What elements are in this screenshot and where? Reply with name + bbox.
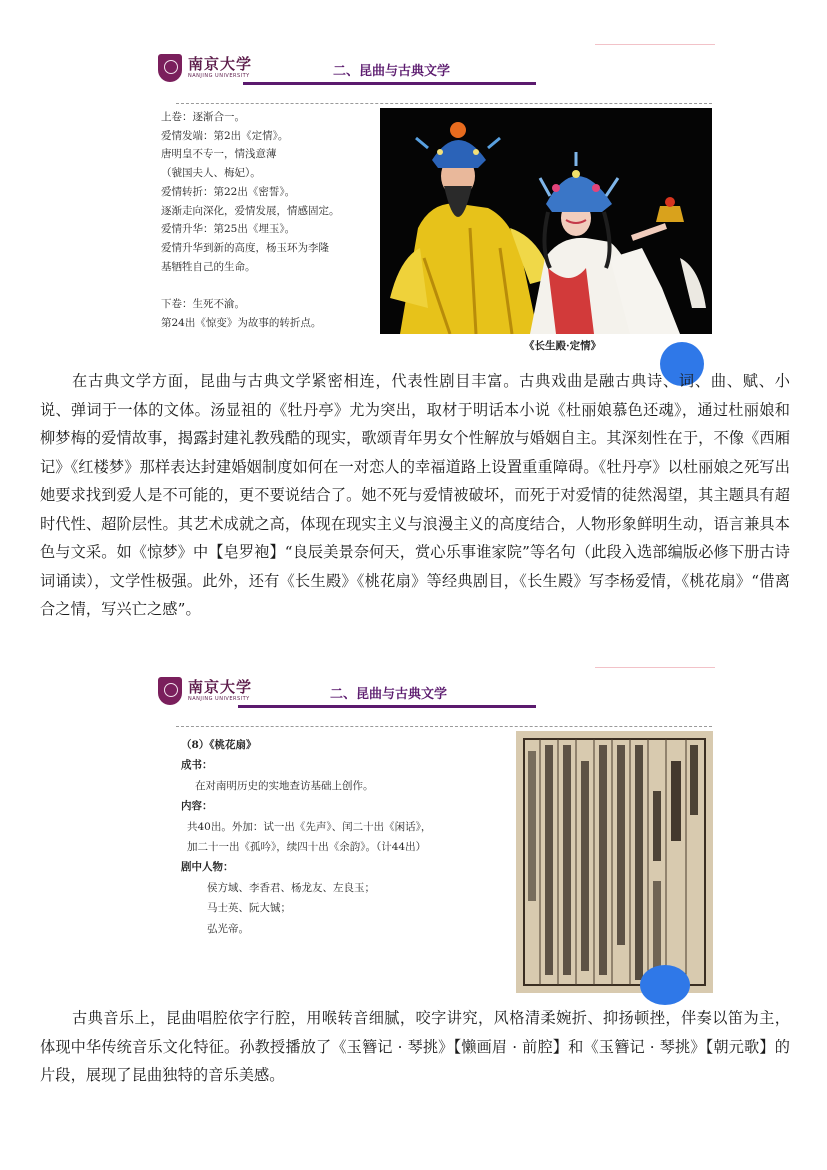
text-line: 爱情升华：第25出《埋玉》。 bbox=[161, 223, 296, 236]
text-line: 共40出。外加：试一出《先声》、闰二十出《闲话》， bbox=[187, 820, 432, 833]
dashed-divider bbox=[176, 103, 712, 104]
slide-top-accent-line bbox=[595, 667, 715, 668]
slide-changshengdian bbox=[148, 42, 720, 358]
slide-title: 二、昆曲与古典文学 bbox=[333, 64, 451, 79]
woodblock-print-illustration bbox=[516, 731, 713, 993]
text-line: 侯方域、李香君、杨龙友、左良玉； bbox=[207, 881, 375, 894]
logo-english-name: NANJING UNIVERSITY bbox=[188, 696, 250, 702]
logo-chinese-name: 南京大学 bbox=[188, 678, 253, 696]
title-underline bbox=[238, 705, 536, 708]
floating-action-bubble[interactable] bbox=[640, 965, 690, 1005]
slide-text-block bbox=[181, 735, 511, 939]
opera-performers-photo bbox=[380, 108, 712, 334]
text-line: 马士英、阮大铖； bbox=[207, 902, 291, 915]
text-line: （8）《桃花扇》 bbox=[181, 739, 257, 751]
paragraph-classical-music: 古典音乐上，昆曲唱腔依字行腔，用喉转音细腻，咬字讲究，风格清柔婉折、抑扬顿挫，伴奏以笛为主，体现中华传统音乐文化特征。孙教授播放了《玉簪记 · 琴挑》【懒画眉 · 前腔】和《玉簪记 · 琴挑》【朝元歌】的片段，展现了昆曲独特的音乐美感。 bbox=[40, 1009, 790, 1084]
text-line: 基牺牲自己的生命。 bbox=[161, 260, 256, 273]
photo-caption: 《长生殿·定情》 bbox=[524, 340, 602, 352]
slide-taohuashan bbox=[148, 665, 720, 995]
text-line: 爱情发端：第2出《定情》。 bbox=[161, 129, 289, 142]
university-seal-icon bbox=[158, 54, 182, 82]
logo-english-name: NANJING UNIVERSITY bbox=[188, 73, 250, 79]
text-line: 下卷：生死不渝。 bbox=[161, 298, 245, 311]
text-line: 剧中人物： bbox=[181, 861, 234, 874]
text-line: 上卷：逐渐合一。 bbox=[161, 111, 245, 123]
dashed-divider bbox=[176, 726, 712, 727]
text-line: 逐渐走向深化，爱情发展，情感固定。 bbox=[161, 204, 340, 217]
slide-top-accent-line bbox=[595, 44, 715, 45]
text-line: 内容： bbox=[181, 800, 213, 813]
text-line: 在对南明历史的实地查访基础上创作。 bbox=[195, 779, 374, 792]
text-line: （虢国夫人、梅妃）。 bbox=[161, 167, 261, 180]
opera-performers-illustration bbox=[380, 108, 712, 334]
paragraph-classical-literature: 在古典文学方面，昆曲与古典文学紧密相连，代表性剧目丰富。古典戏曲是融古典诗、词、曲、赋、小说、弹词于一体的文体。汤显祖的《牡丹亭》尤为突出，取材于明话本小说《杜丽娘慕色还魂》，通过杜丽娘和柳梦梅的爱情故事，揭露封建礼教残酷的现实，歌颂青年男女个性解放与婚姻自主。其深刻性在于，不像《西厢记》《红楼梦》那样表达封建婚姻制度如何在一对恋人的幸福道路上设置重重障碍。《牡丹亭》以杜丽娘之死写出她要求找到爱人是不可能的，更不要说结合了。她不死与爱情被破坏，而死于对爱情的徒然渴望，其主题具有超时代性、超阶层性。其艺术成就之高，体现在现实主义与浪漫主义的高度结合，人物形象鲜明生动，语言兼具本色与文采。如《惊梦》中【皂罗袍】“良辰美景奈何天，赏心乐事谁家院”等名句（此段入选部编版必修下册古诗词诵读），文学性极强。此外，还有《长生殿》《桃花扇》等经典剧目，《长生殿》写李杨爱情，《桃花扇》“借离合之情，写兴亡之感”。 bbox=[40, 372, 790, 618]
text-line: 爱情转折：第22出《密誓》。 bbox=[161, 185, 296, 198]
slide-text-block bbox=[161, 108, 381, 333]
text-line: 弘光帝。 bbox=[207, 922, 249, 935]
slide-title: 二、昆曲与古典文学 bbox=[330, 687, 448, 702]
text-line: 唐明皇不专一，情浅意薄 bbox=[161, 148, 277, 161]
text-line: 成书： bbox=[181, 759, 213, 772]
university-logo bbox=[158, 54, 252, 82]
logo-chinese-name: 南京大学 bbox=[188, 55, 253, 73]
university-logo bbox=[158, 677, 252, 705]
text-line: 爱情升华到新的高度，杨玉环为李隆 bbox=[161, 241, 329, 254]
ancient-book-page-image bbox=[516, 731, 713, 993]
text-line: 加二十一出《孤吟》，续四十出《余韵》。（计44出） bbox=[187, 841, 427, 854]
text-line: 第24出《惊变》为故事的转折点。 bbox=[161, 317, 322, 330]
university-seal-icon bbox=[158, 677, 182, 705]
title-underline bbox=[243, 82, 536, 85]
